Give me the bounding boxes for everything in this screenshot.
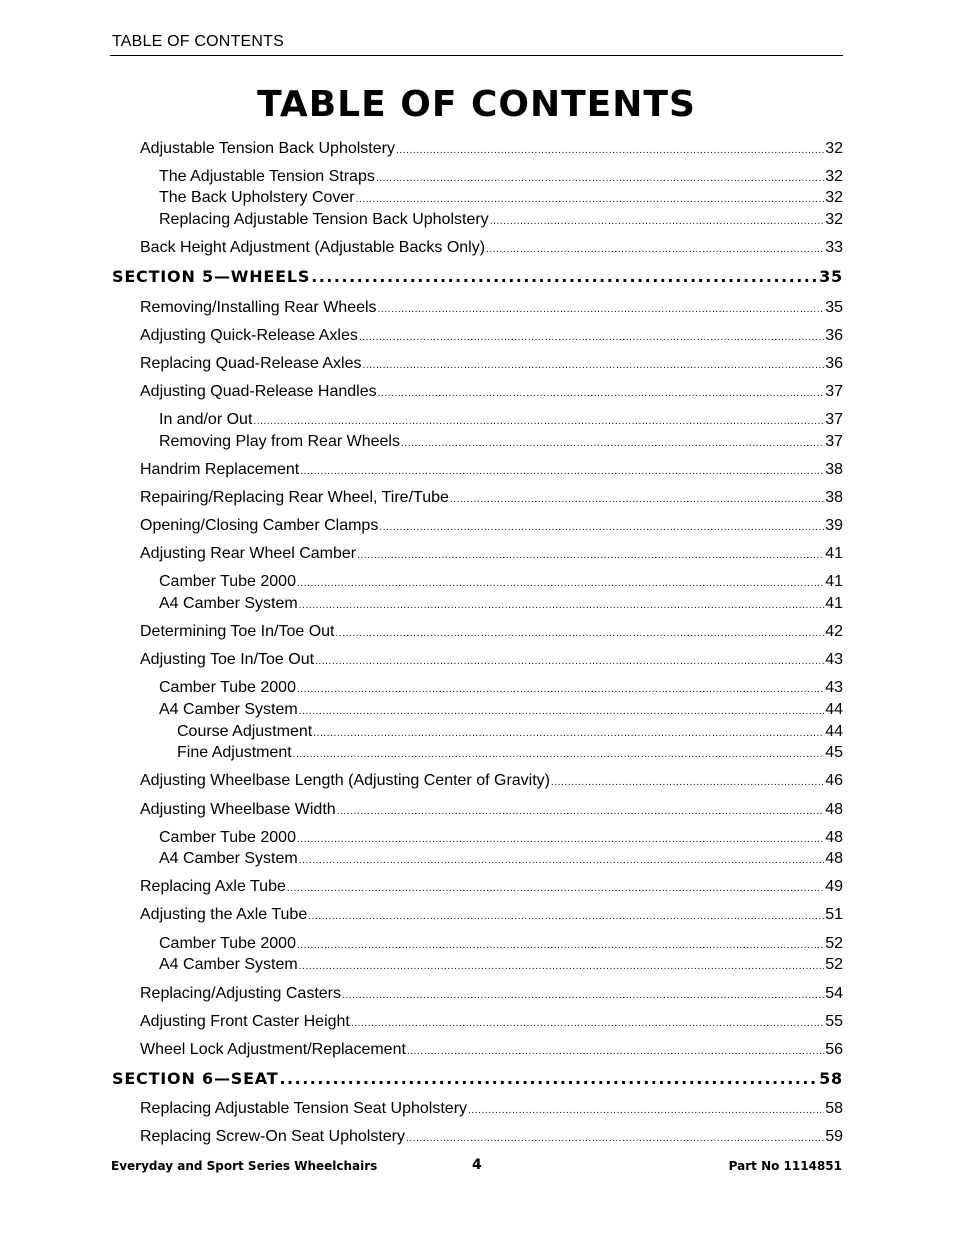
toc-entry	[140, 545, 843, 563]
toc-page-number: 51	[825, 906, 843, 923]
toc-entry	[159, 211, 843, 229]
toc-entry	[140, 461, 843, 479]
toc-page-number: 36	[825, 355, 843, 372]
toc-page-number: 43	[825, 651, 843, 668]
toc-page-number: 37	[825, 411, 843, 428]
toc-page-number: 43	[825, 679, 843, 696]
toc-dot-leader	[359, 332, 824, 343]
toc-dot-leader	[468, 1105, 824, 1116]
toc-entry-title: Repairing/Replacing Rear Wheel, Tire/Tube	[140, 489, 449, 506]
toc-dot-leader	[378, 304, 825, 315]
toc-page-number: 58	[819, 1069, 843, 1088]
toc-entry	[159, 935, 843, 953]
toc-dot-leader	[379, 522, 824, 533]
toc-dot-leader	[362, 360, 824, 371]
toc-page-number: 32	[825, 211, 843, 228]
toc-page-number: 38	[825, 461, 843, 478]
toc-page-number: 39	[825, 517, 843, 534]
toc-page-number: 58	[825, 1100, 843, 1117]
toc-dot-leader	[287, 883, 824, 894]
toc-entry	[140, 985, 843, 1003]
toc-entry	[140, 1041, 843, 1059]
toc-entry	[140, 772, 843, 790]
toc-page-number: 36	[825, 327, 843, 344]
toc-page-number: 42	[825, 623, 843, 640]
toc-page-number: 41	[825, 545, 843, 562]
toc-page-number: 56	[825, 1041, 843, 1058]
toc-entry	[140, 489, 843, 507]
toc-entry	[140, 517, 843, 535]
toc-dot-leader	[376, 173, 824, 184]
toc-entry-title: A4 Camber System	[159, 850, 298, 867]
toc-entry	[159, 829, 843, 847]
toc-entry	[159, 595, 843, 613]
toc-entry	[140, 878, 843, 896]
toc-dot-leader	[299, 600, 824, 611]
toc-page-number: 44	[825, 701, 843, 718]
toc-page-number: 35	[819, 267, 843, 286]
toc-entry-title: Camber Tube 2000	[159, 573, 296, 590]
toc-entry-title: Camber Tube 2000	[159, 829, 296, 846]
toc-page-number: 32	[825, 189, 843, 206]
toc-page-number: 41	[825, 573, 843, 590]
toc-entry	[159, 850, 843, 868]
toc-entry	[159, 701, 843, 719]
toc-entry-title: Opening/Closing Camber Clamps	[140, 517, 379, 534]
toc-entry-title: Back Height Adjustment (Adjustable Backs Only)	[140, 239, 486, 256]
toc-entry-title: Replacing Adjustable Tension Back Upholstery	[159, 211, 489, 228]
toc-dot-leader	[308, 911, 824, 922]
toc-entry	[140, 1013, 843, 1031]
toc-dot-leader	[356, 194, 825, 205]
toc-page-number: 44	[825, 723, 843, 740]
toc-entry-title: The Back Upholstery Cover	[159, 189, 355, 206]
toc-dot-leader	[299, 961, 824, 972]
toc-page-number: 52	[825, 935, 843, 952]
toc-section-heading	[112, 1069, 843, 1088]
toc-page-number: 59	[825, 1128, 843, 1145]
toc-entry	[140, 651, 843, 669]
toc-entry-title: Adjusting Front Caster Height	[140, 1013, 350, 1030]
toc-entry	[159, 411, 843, 429]
toc-entry	[159, 189, 843, 207]
toc-entry	[140, 239, 843, 257]
toc-dot-leader	[490, 216, 825, 227]
toc-entry	[140, 801, 843, 819]
toc-entry	[140, 906, 843, 924]
running-header: TABLE OF CONTENTS	[112, 33, 285, 50]
toc-page-number: 41	[825, 595, 843, 612]
toc-entry	[140, 1128, 843, 1146]
toc-page-number: 35	[825, 299, 843, 316]
toc-dot-leader	[335, 628, 824, 639]
toc-entry-title: Replacing/Adjusting Casters	[140, 985, 341, 1002]
toc-dot-leader	[313, 728, 824, 739]
toc-dot-leader	[293, 749, 824, 760]
toc-page-number: 38	[825, 489, 843, 506]
toc-entry	[140, 299, 843, 317]
toc-entry-title: Replacing Quad-Release Axles	[140, 355, 362, 372]
toc-dot-leader	[401, 438, 824, 449]
toc-entry-title: Adjustable Tension Back Upholstery	[140, 140, 395, 157]
toc-entry-title: Adjusting Toe In/Toe Out	[140, 651, 315, 668]
toc-dot-leader	[342, 990, 824, 1001]
page-title: TABLE OF CONTENTS	[257, 84, 696, 125]
toc-page-number: 37	[825, 383, 843, 400]
toc-dot-leader	[297, 940, 824, 951]
toc-entry-title: Adjusting Quick-Release Axles	[140, 327, 358, 344]
toc-entry	[140, 140, 843, 158]
toc-entry	[140, 327, 843, 345]
toc-entry	[159, 573, 843, 591]
toc-entry-title: Replacing Screw-On Seat Upholstery	[140, 1128, 406, 1145]
toc-entry-title: A4 Camber System	[159, 701, 298, 718]
toc-dot-leader	[297, 578, 824, 589]
toc-section-heading	[112, 267, 843, 286]
toc-dot-leader	[351, 1018, 824, 1029]
toc-entry	[177, 744, 843, 762]
toc-entry	[177, 723, 843, 741]
toc-entry	[140, 355, 843, 373]
toc-entry-title: Camber Tube 2000	[159, 679, 296, 696]
footer-part-number: Part No 1114851	[728, 1159, 842, 1173]
toc-page-number: 49	[825, 878, 843, 895]
toc-page-number: 48	[825, 801, 843, 818]
toc-page-number: 52	[825, 956, 843, 973]
footer-publication-title: Everyday and Sport Series Wheelchairs	[111, 1159, 378, 1173]
toc-dot-leader	[337, 806, 825, 817]
toc-entry-title: A4 Camber System	[159, 595, 298, 612]
toc-entry-title: Course Adjustment	[177, 723, 313, 740]
toc-page-number: 37	[825, 433, 843, 450]
toc-entry-title: Removing Play from Rear Wheels	[159, 433, 400, 450]
toc-page-number: 54	[825, 985, 843, 1002]
toc-entry-title: Camber Tube 2000	[159, 935, 296, 952]
toc-dot-leader	[297, 834, 824, 845]
toc-entry	[159, 433, 843, 451]
toc-entry-title: Replacing Adjustable Tension Seat Upholstery	[140, 1100, 468, 1117]
toc-dot-leader	[551, 777, 824, 788]
toc-page-number: 48	[825, 829, 843, 846]
toc-dot-leader	[486, 244, 824, 255]
toc-dot-leader	[253, 416, 824, 427]
toc-entry	[140, 383, 843, 401]
toc-entry-title: Adjusting Rear Wheel Camber	[140, 545, 357, 562]
toc-entry-title: Determining Toe In/Toe Out	[140, 623, 335, 640]
toc-dot-leader	[406, 1133, 824, 1144]
toc-dot-leader	[299, 855, 824, 866]
toc-entry	[140, 623, 843, 641]
toc-entry-title: Adjusting Quad-Release Handles	[140, 383, 377, 400]
toc-dot-leader	[407, 1046, 824, 1057]
toc-entry-title: Wheel Lock Adjustment/Replacement	[140, 1041, 406, 1058]
toc-dot-leader	[299, 706, 824, 717]
footer-page-number: 4	[472, 1157, 482, 1173]
toc-dot-leader	[450, 494, 824, 505]
toc-entry-title: Replacing Axle Tube	[140, 878, 286, 895]
toc-page-number: 32	[825, 168, 843, 185]
toc-page-number: 48	[825, 850, 843, 867]
toc-entry	[140, 1100, 843, 1118]
toc-entry-title: SECTION 6—SEAT	[112, 1069, 279, 1088]
toc-dot-leader	[396, 145, 824, 156]
toc-entry-title: In and/or Out	[159, 411, 253, 428]
toc-entry	[159, 956, 843, 974]
toc-dot-leader	[279, 1069, 818, 1088]
toc-dot-leader	[300, 466, 824, 477]
toc-entry-title: Adjusting Wheelbase Width	[140, 801, 336, 818]
toc-entry-title: Adjusting Wheelbase Length (Adjusting Center of Gravity)	[140, 772, 550, 789]
toc-entry	[159, 679, 843, 697]
toc-page-number: 46	[825, 772, 843, 789]
toc-page-number: 55	[825, 1013, 843, 1030]
toc-dot-leader	[297, 684, 824, 695]
toc-entry-title: The Adjustable Tension Straps	[159, 168, 375, 185]
toc-page-number: 32	[825, 140, 843, 157]
toc-page-number: 45	[825, 744, 843, 761]
toc-dot-leader	[357, 550, 824, 561]
toc-entry-title: Adjusting the Axle Tube	[140, 906, 308, 923]
toc-page-number: 33	[825, 239, 843, 256]
toc-entry	[159, 168, 843, 186]
toc-entry-title: Removing/Installing Rear Wheels	[140, 299, 377, 316]
toc-dot-leader	[378, 388, 825, 399]
toc-entry-title: SECTION 5—WHEELS	[112, 267, 311, 286]
toc-entry-title: A4 Camber System	[159, 956, 298, 973]
toc-entry-title: Fine Adjustment	[177, 744, 292, 761]
toc-entry-title: Handrim Replacement	[140, 461, 300, 478]
toc-dot-leader	[311, 267, 818, 286]
toc-dot-leader	[315, 656, 824, 667]
